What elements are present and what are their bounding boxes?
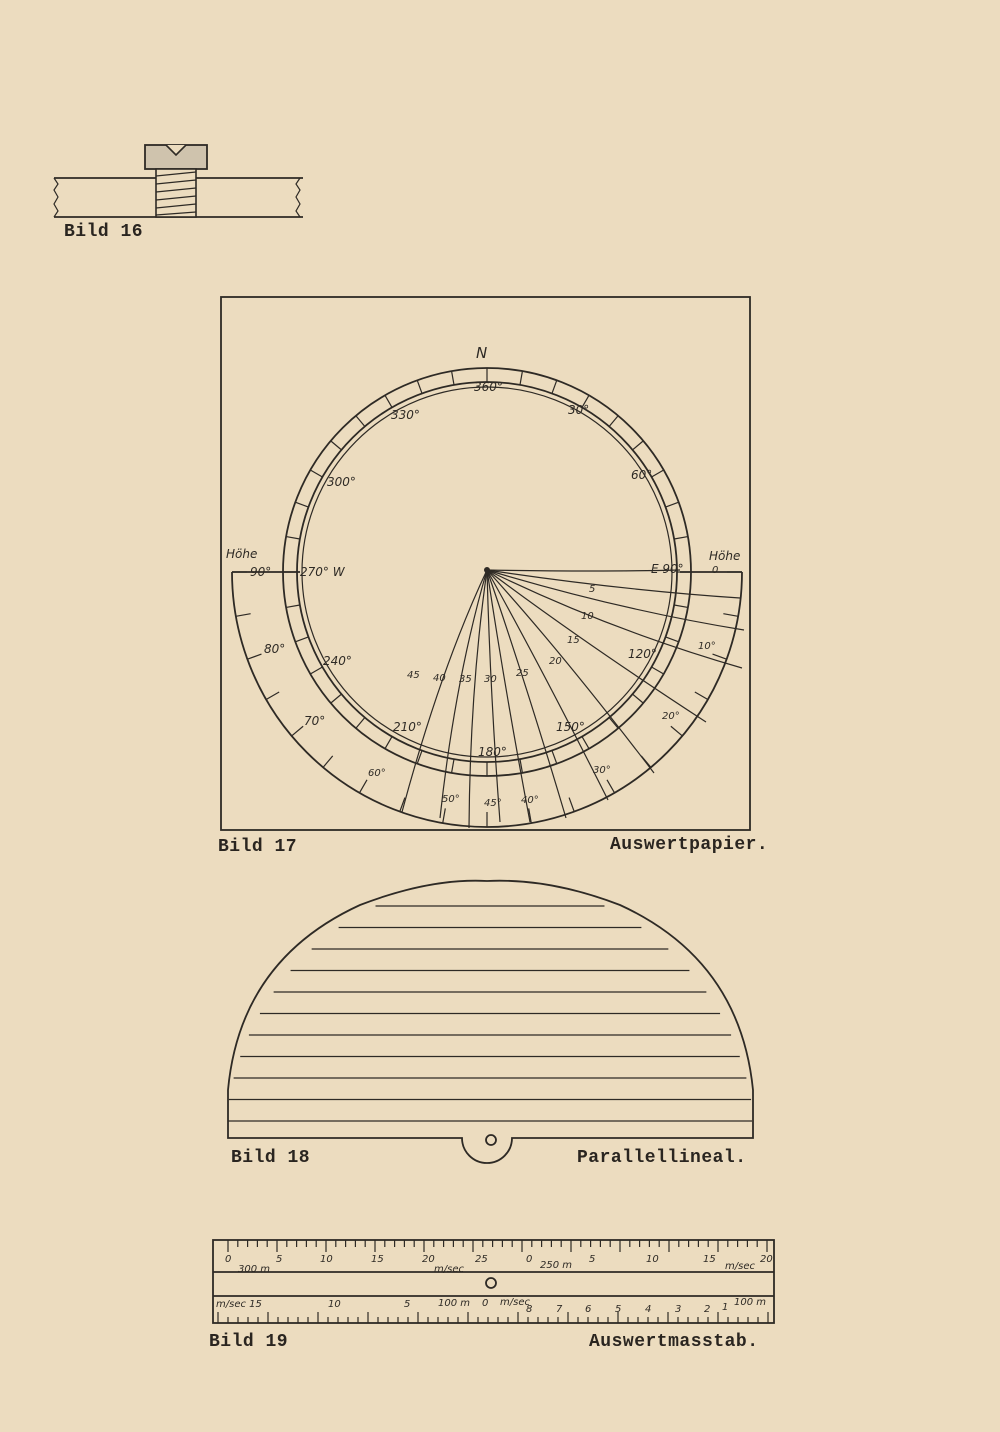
curve-label: 35 <box>459 674 472 685</box>
scale-tick-label: 0 <box>526 1254 533 1265</box>
scale-tick-label: 10 <box>646 1254 659 1265</box>
curve-label: 25 <box>516 668 529 679</box>
scale-tick-label: m/sec 15 <box>216 1299 262 1310</box>
altitude-label: 90° <box>250 565 272 579</box>
curve-label: 15 <box>567 635 580 646</box>
scale-tick-label: 100 m <box>734 1297 767 1308</box>
scale-tick-label: 10 <box>320 1254 333 1265</box>
azimuth-label: 360° <box>474 380 503 394</box>
bild17-title: Auswertpapier. <box>610 835 769 855</box>
scale-tick-label: 20 <box>760 1254 773 1265</box>
altitude-label: 10° <box>698 641 716 652</box>
scale-tick-label: 15 <box>703 1254 716 1265</box>
scale-tick-label: 0 <box>225 1254 232 1265</box>
hoehe-right-label: Höhe <box>709 549 741 563</box>
bild16-caption: Bild 16 <box>64 222 144 242</box>
east-label: E 90° <box>651 562 684 576</box>
scale-tick-label: 8 <box>526 1304 533 1315</box>
azimuth-label: 30° <box>568 403 590 417</box>
azimuth-label: 240° <box>323 654 352 668</box>
curve-label: 10 <box>581 611 594 622</box>
altitude-label: 45° <box>484 798 502 809</box>
bild19-caption: Bild 19 <box>209 1332 289 1352</box>
altitude-label: 70° <box>304 714 326 728</box>
bild19-title: Auswertmasstab. <box>589 1332 759 1352</box>
azimuth-label: 180° <box>478 745 507 759</box>
altitude-label: 80° <box>264 642 286 656</box>
curve-label: 30 <box>484 674 497 685</box>
scale-range-label: 250 m <box>540 1260 573 1271</box>
hoehe-left-label: Höhe <box>226 547 258 561</box>
scale-tick-label: 25 <box>475 1254 488 1265</box>
bild17-caption: Bild 17 <box>218 837 298 857</box>
west-label: 270° W <box>300 565 345 579</box>
scale-tick-label: 1 <box>722 1302 729 1313</box>
curve-label: 20 <box>549 656 562 667</box>
scale-tick-label: 7 <box>556 1304 563 1315</box>
azimuth-label: 300° <box>327 475 356 489</box>
scale-tick-label: 3 <box>675 1304 682 1315</box>
curve-label: 40 <box>433 673 446 684</box>
altitude-label: 0 <box>712 565 719 576</box>
altitude-label: 60° <box>368 768 386 779</box>
scale-tick-label: 5 <box>589 1254 596 1265</box>
scale-tick-label: 5 <box>276 1254 283 1265</box>
scale-tick-label: 6 <box>585 1304 592 1315</box>
scale-tick-label: 2 <box>704 1304 711 1315</box>
scale-tick-label: 5 <box>404 1299 411 1310</box>
scale-tick-label: 5 <box>615 1304 622 1315</box>
scale-unit-label: m/sec <box>434 1264 464 1275</box>
scale-tick-label: m/sec <box>500 1297 530 1308</box>
scale-tick-label: 10 <box>328 1299 341 1310</box>
azimuth-label: 210° <box>393 720 422 734</box>
curve-label: 45 <box>407 670 420 681</box>
altitude-label: 50° <box>442 794 460 805</box>
altitude-label: 40° <box>521 795 539 806</box>
scale-tick-label: 15 <box>371 1254 384 1265</box>
curve-label: 5 <box>589 584 596 595</box>
azimuth-label: 330° <box>391 408 420 422</box>
scale-tick-label: 20 <box>422 1254 435 1265</box>
scale-tick-label: 4 <box>645 1304 652 1315</box>
north-label: N <box>476 344 488 362</box>
azimuth-label: 60° <box>631 468 653 482</box>
scale-tick-label: 100 m <box>438 1298 471 1309</box>
altitude-label: 20° <box>662 711 680 722</box>
scale-unit-label: m/sec <box>725 1261 755 1272</box>
altitude-label: 30° <box>593 765 611 776</box>
scale-range-label: 300 m <box>238 1264 271 1275</box>
scale-tick-label: 0 <box>482 1298 489 1309</box>
bild18-title: Parallellineal. <box>577 1148 747 1168</box>
azimuth-label: 150° <box>556 720 585 734</box>
bild18-caption: Bild 18 <box>231 1148 311 1168</box>
azimuth-label: 120° <box>628 647 657 661</box>
